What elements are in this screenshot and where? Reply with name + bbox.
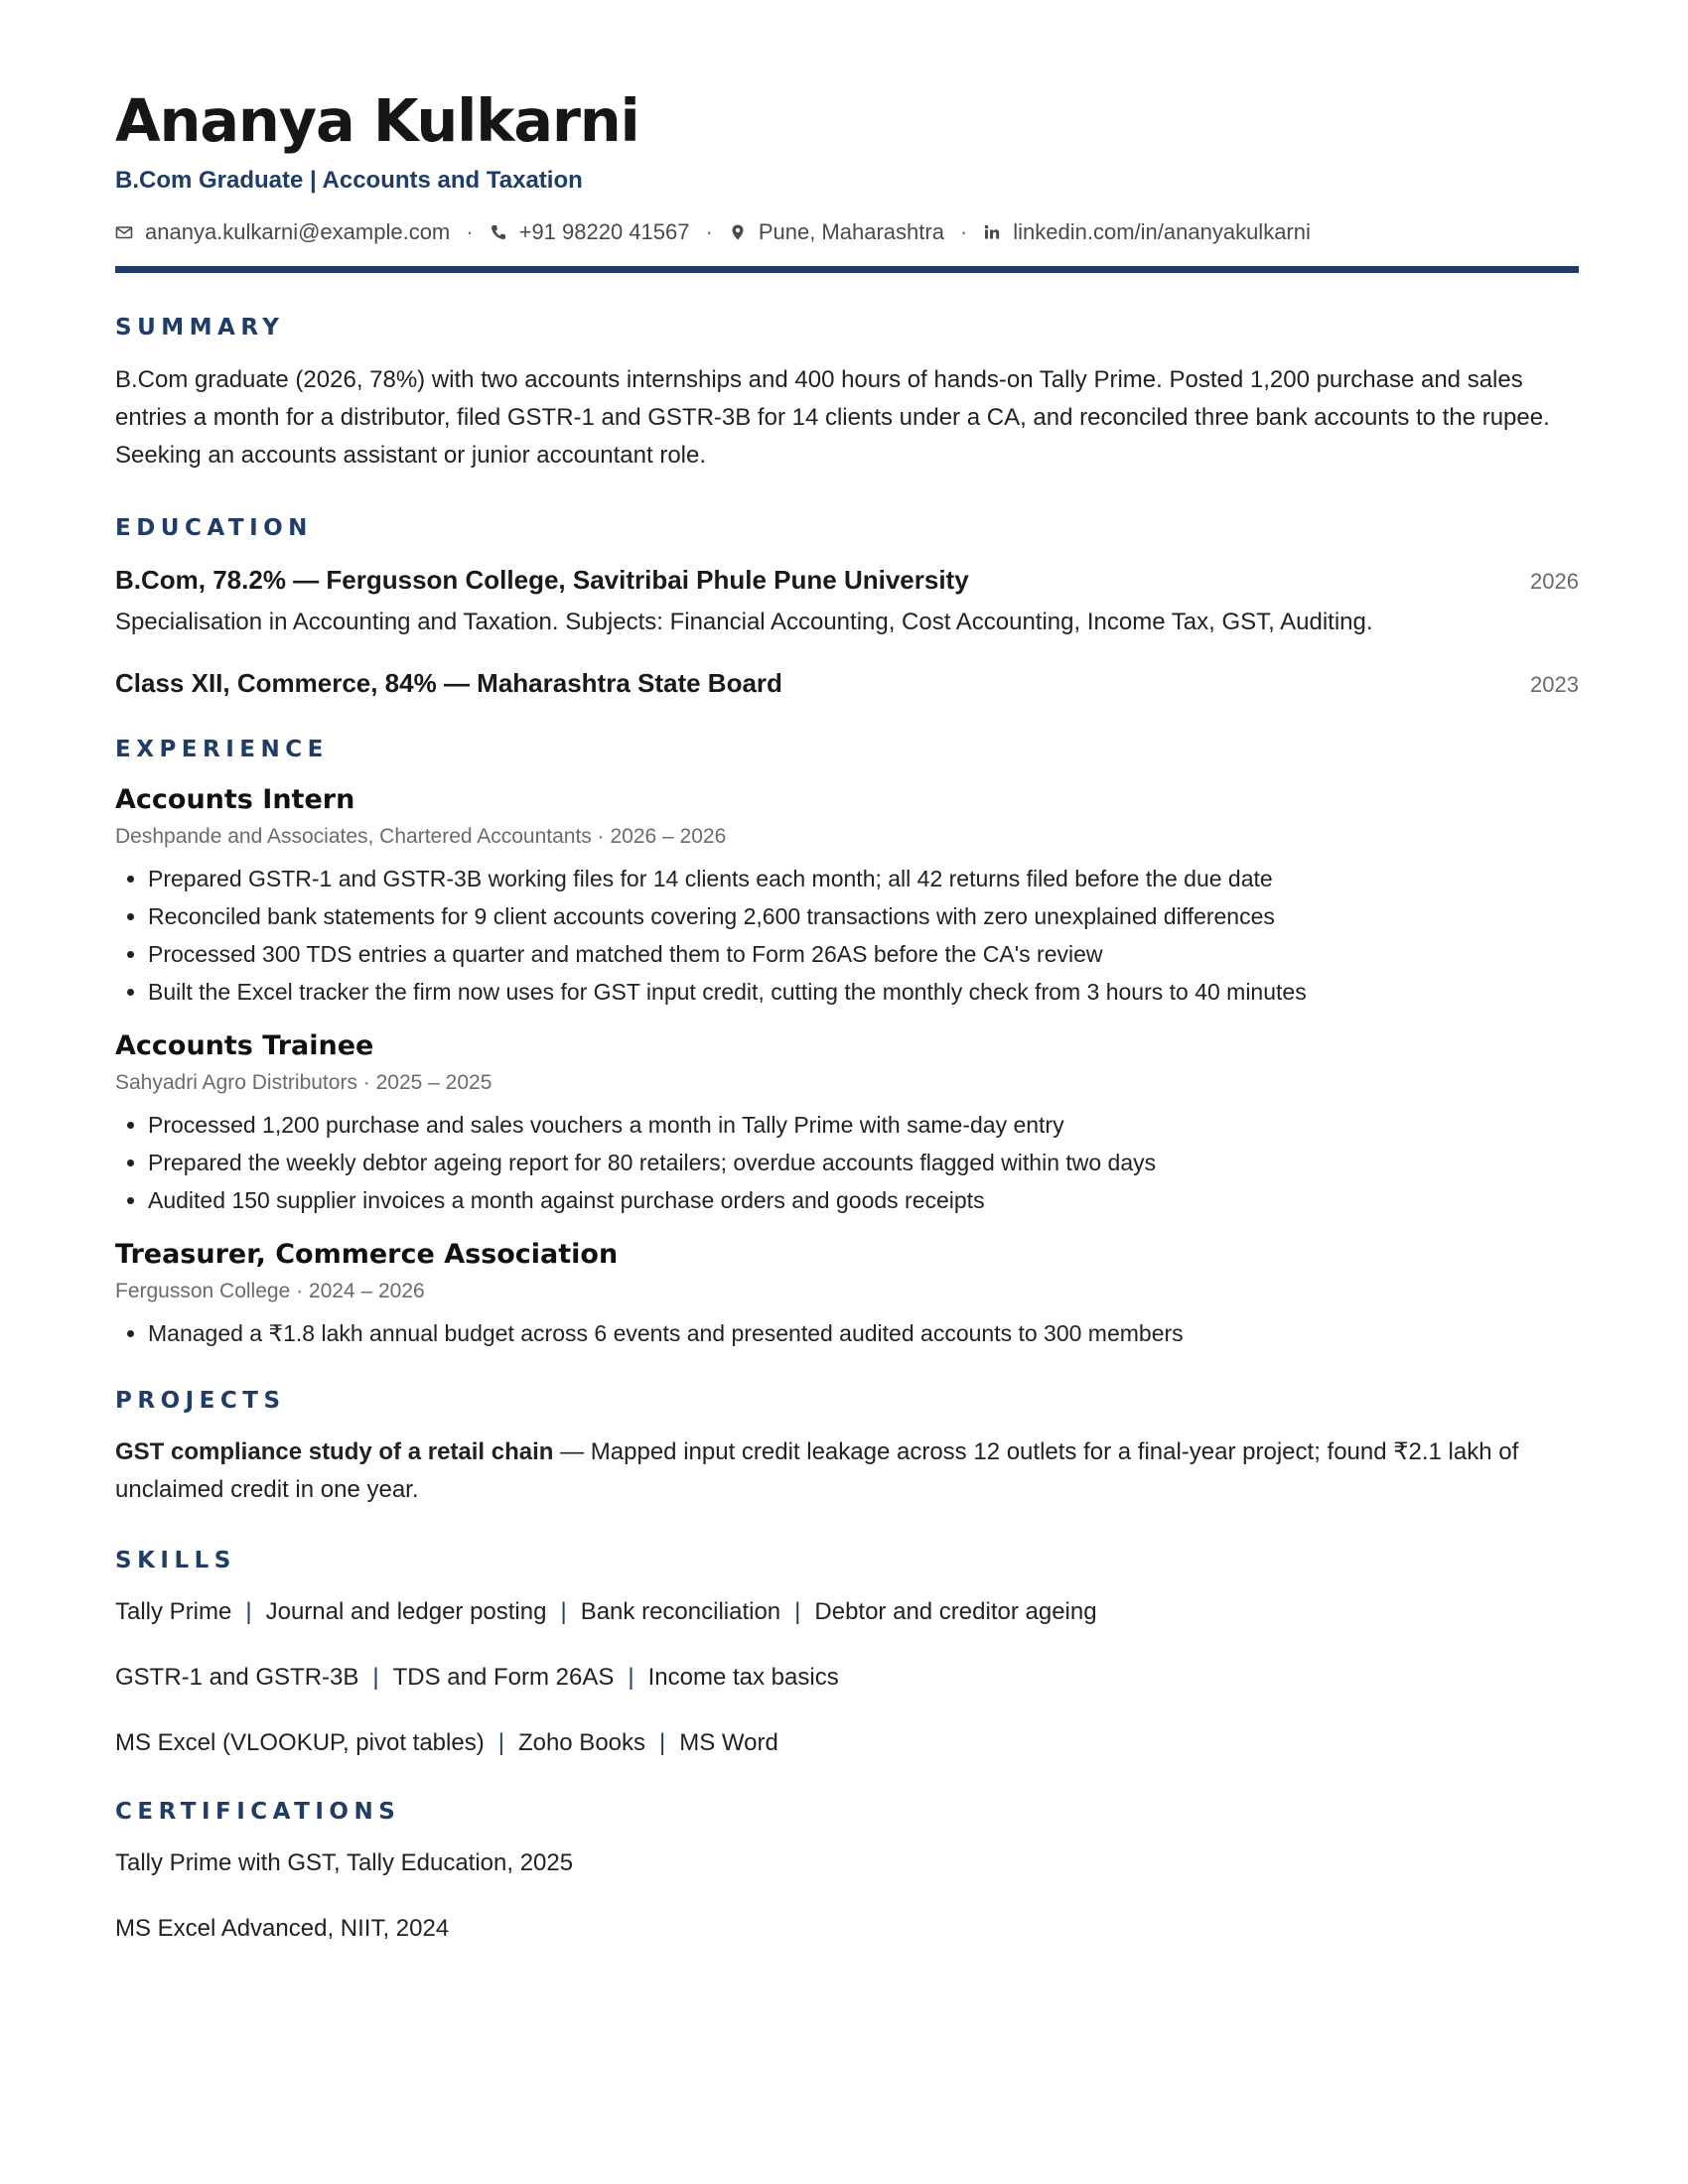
experience-entry — [115, 1028, 1579, 1219]
skill-separator: | — [497, 1729, 504, 1756]
mail-icon — [115, 223, 133, 241]
job-bullet: • Reconciled bank statements for 9 client accounts covering 2,600 transactions with zero unexplained differences — [148, 897, 1579, 935]
job-bullets — [115, 1314, 1579, 1352]
email-text: ananya.kulkarni@example.com — [145, 219, 451, 244]
skill-item: Tally Prime — [115, 1598, 232, 1625]
skill-separator: | — [560, 1598, 567, 1625]
skill-separator: | — [628, 1664, 634, 1691]
job-bullet: • Prepared GSTR-1 and GSTR-3B working files for 14 clients each month; all 42 returns filed before the due date — [148, 860, 1579, 897]
project-description: — Mapped input credit leakage across 12 outlets for a final-year project; found ₹2.1 lakh of unclaimed credit in one year. — [115, 1438, 1519, 1503]
experience-entry — [115, 782, 1579, 1011]
job-title: Accounts Trainee — [115, 1030, 374, 1061]
contact-bar — [115, 217, 1579, 247]
education-entry — [115, 665, 1579, 701]
job-org-dates: Fergusson College · 2024 – 2026 — [115, 1280, 425, 1302]
headline: B.Com Graduate | Accounts and Taxation — [115, 167, 583, 194]
location-text: Pune, Maharashtra — [758, 219, 944, 244]
project-entry — [115, 1433, 1579, 1509]
phone-icon — [490, 223, 507, 241]
education-heading: EDUCATION — [115, 515, 313, 541]
education-detail: Specialisation in Accounting and Taxation. Subjects: Financial Accounting, Cost Accounting, Income Tax, GST, Auditing. — [115, 609, 1373, 635]
job-org-dates: Deshpande and Associates, Chartered Accountants · 2026 – 2026 — [115, 825, 727, 848]
projects-heading: PROJECTS — [115, 1388, 286, 1414]
skills-line — [115, 1595, 1579, 1629]
certification-item: Tally Prime with GST, Tally Education, 2025 — [115, 1849, 574, 1876]
skill-item: Bank reconciliation — [580, 1598, 781, 1625]
contact-separator: · — [705, 219, 713, 244]
skill-separator: | — [659, 1729, 666, 1756]
contact-phone[interactable] — [490, 217, 690, 247]
experience-entry — [115, 1237, 1579, 1352]
skill-item: GSTR-1 and GSTR-3B — [115, 1664, 359, 1691]
job-bullet: • Managed a ₹1.8 lakh annual budget across 6 events and presented audited accounts to 300 members — [148, 1314, 1579, 1352]
contact-email[interactable] — [115, 217, 450, 247]
education-year: 2023 — [1530, 672, 1579, 697]
linkedin-icon — [983, 223, 1001, 241]
skill-item: Income tax basics — [647, 1664, 839, 1691]
job-org-dates: Sahyadri Agro Distributors · 2025 – 2025 — [115, 1071, 492, 1094]
candidate-name: Ananya Kulkarni — [115, 86, 639, 155]
certification-item: MS Excel Advanced, NIIT, 2024 — [115, 1915, 450, 1942]
job-bullets — [115, 1106, 1579, 1219]
linkedin-text: linkedin.com/in/ananyakulkarni — [1013, 219, 1311, 244]
contact-linkedin[interactable] — [983, 217, 1311, 247]
job-bullet: • Built the Excel tracker the firm now uses for GST input credit, cutting the monthly check from 3 hours to 40 minutes — [148, 973, 1579, 1011]
skill-separator: | — [372, 1664, 379, 1691]
education-entry — [115, 562, 1579, 598]
job-bullet: • Prepared the weekly debtor ageing report for 80 retailers; overdue accounts flagged within two days — [148, 1144, 1579, 1181]
skill-separator: | — [794, 1598, 801, 1625]
education-degree: Class XII, Commerce, 84% — Maharashtra State Board — [115, 668, 782, 698]
certifications-heading: CERTIFICATIONS — [115, 1799, 401, 1825]
resume-content — [115, 81, 1579, 1946]
job-bullet: • Audited 150 supplier invoices a month against purchase orders and goods receipts — [148, 1181, 1579, 1219]
skill-separator: | — [245, 1598, 252, 1625]
skills-line — [115, 1726, 1579, 1760]
skills-heading: SKILLS — [115, 1548, 236, 1573]
job-title: Accounts Intern — [115, 784, 355, 815]
skill-item: Debtor and creditor ageing — [814, 1598, 1097, 1625]
skill-item: MS Excel (VLOOKUP, pivot tables) — [115, 1729, 485, 1756]
contact-separator: · — [466, 219, 474, 244]
job-title: Treasurer, Commerce Association — [115, 1239, 619, 1270]
contact-location — [729, 217, 944, 247]
education-year: 2026 — [1530, 569, 1579, 594]
summary-text: B.Com graduate (2026, 78%) with two accounts internships and 400 hours of hands-on Tally Prime. Posted 1,200 purchase and sales entries a month for a distributor, filed GSTR-1 and GSTR-3B for 14 clients under a CA, and reconciled three bank accounts to the rupee. Seeking an accounts assistant or junior accountant role. — [115, 366, 1550, 469]
skill-item: TDS and Form 26AS — [392, 1664, 615, 1691]
skill-item: MS Word — [679, 1729, 778, 1756]
phone-text: +91 98220 41567 — [518, 219, 690, 244]
skill-item: Journal and ledger posting — [265, 1598, 547, 1625]
education-degree: B.Com, 78.2% — Fergusson College, Savitribai Phule Pune University — [115, 565, 969, 595]
header-divider — [115, 266, 1579, 273]
skill-item: Zoho Books — [517, 1729, 646, 1756]
contact-separator: · — [959, 219, 968, 244]
job-bullet: • Processed 1,200 purchase and sales vouchers a month in Tally Prime with same-day entry — [148, 1106, 1579, 1144]
job-bullet: • Processed 300 TDS entries a quarter and matched them to Form 26AS before the CA's review — [148, 935, 1579, 973]
experience-heading: EXPERIENCE — [115, 737, 329, 762]
location-pin-icon — [729, 223, 747, 241]
project-name: GST compliance study of a retail chain — [115, 1438, 554, 1465]
skills-line — [115, 1661, 1579, 1695]
job-bullets — [115, 860, 1579, 1011]
summary-heading: SUMMARY — [115, 315, 285, 341]
